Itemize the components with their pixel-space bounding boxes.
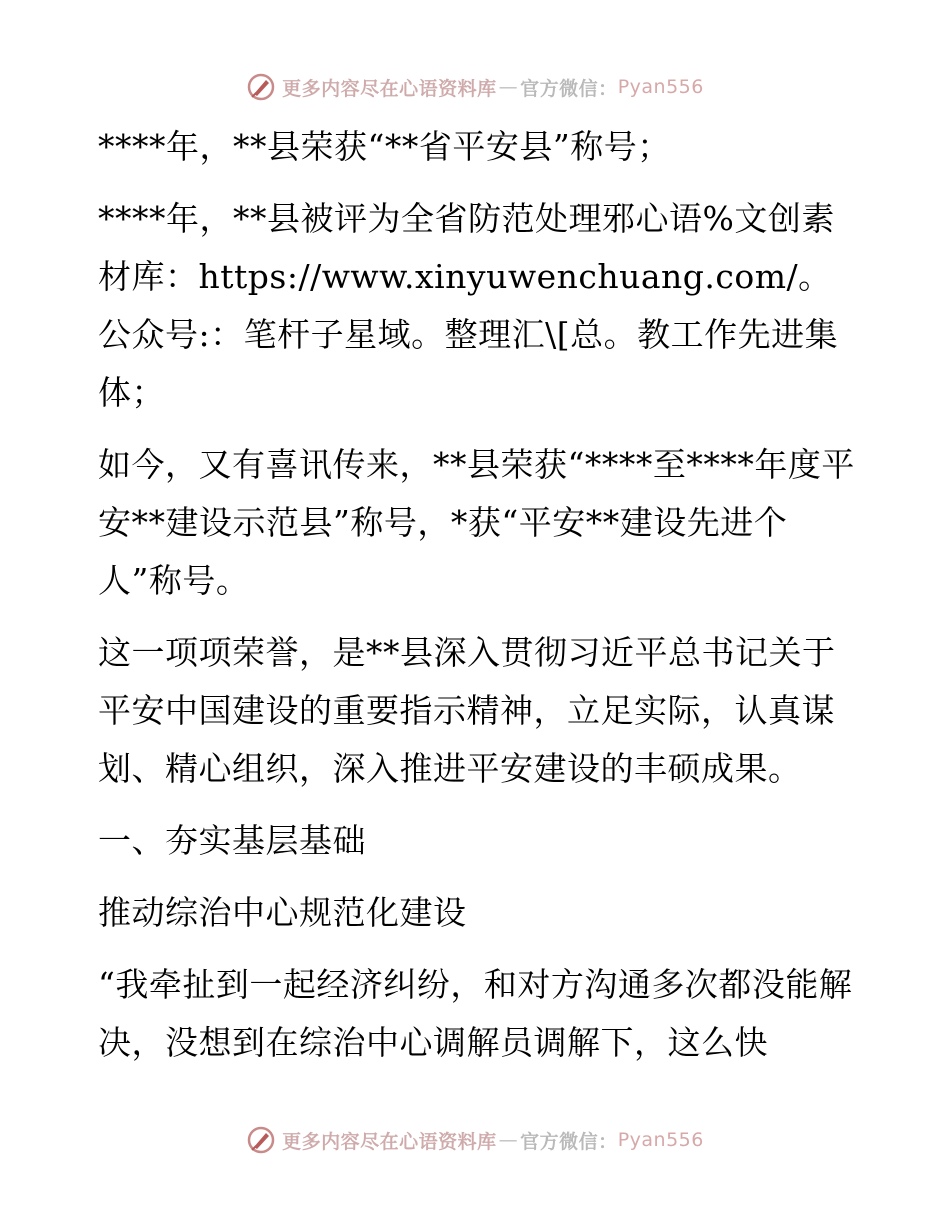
watermark-footer (0, 1125, 950, 1155)
watermark-text: 更多内容尽在心语资料库 (282, 77, 497, 100)
watermark-separator: — (498, 1129, 519, 1151)
quill-pen-logo-icon (246, 1125, 276, 1155)
watermark-label: 官方微信： (520, 77, 618, 100)
watermark-label: 官方微信： (520, 1130, 618, 1153)
section-heading: 一、夯实基层基础 (98, 821, 366, 860)
document-body (98, 118, 858, 1086)
subsection-heading: 推动综治中心规范化建设 (98, 893, 467, 932)
paragraph-1: ****年，**县荣获“**省平安县”称号； (98, 127, 671, 166)
watermark-text: 更多内容尽在心语资料库 (282, 1130, 497, 1153)
watermark-id: Pyan556 (617, 76, 704, 98)
watermark-id: Pyan556 (617, 1129, 704, 1151)
paragraph-2: ****年，**县被评为全省防范处理邪心语%文创素材库：https://www.xinyuwenchuang.com/。公众号:：笔杆子星域。整理汇\[总。教工作先进集体； (98, 199, 839, 412)
paragraph-4: 这一项项荣誉，是**县深入贯彻习近平总书记关于平安中国建设的重要指示精神，立足实际，认真谋划、精心组织，深入推进平安建设的丰硕成果。 (98, 633, 836, 788)
watermark-header (0, 72, 950, 102)
paragraph-3: 如今，又有喜讯传来，**县荣获“****至****年度平安**建设示范县”称号，*获“平安**建设先进个人”称号。 (98, 445, 855, 600)
quill-pen-logo-icon (246, 72, 276, 102)
watermark-separator: — (498, 76, 519, 98)
paragraph-5: “我牵扯到一起经济纠纷，和对方沟通多次都没能解决，没想到在综治中心调解员调解下，这么快 (98, 965, 853, 1062)
